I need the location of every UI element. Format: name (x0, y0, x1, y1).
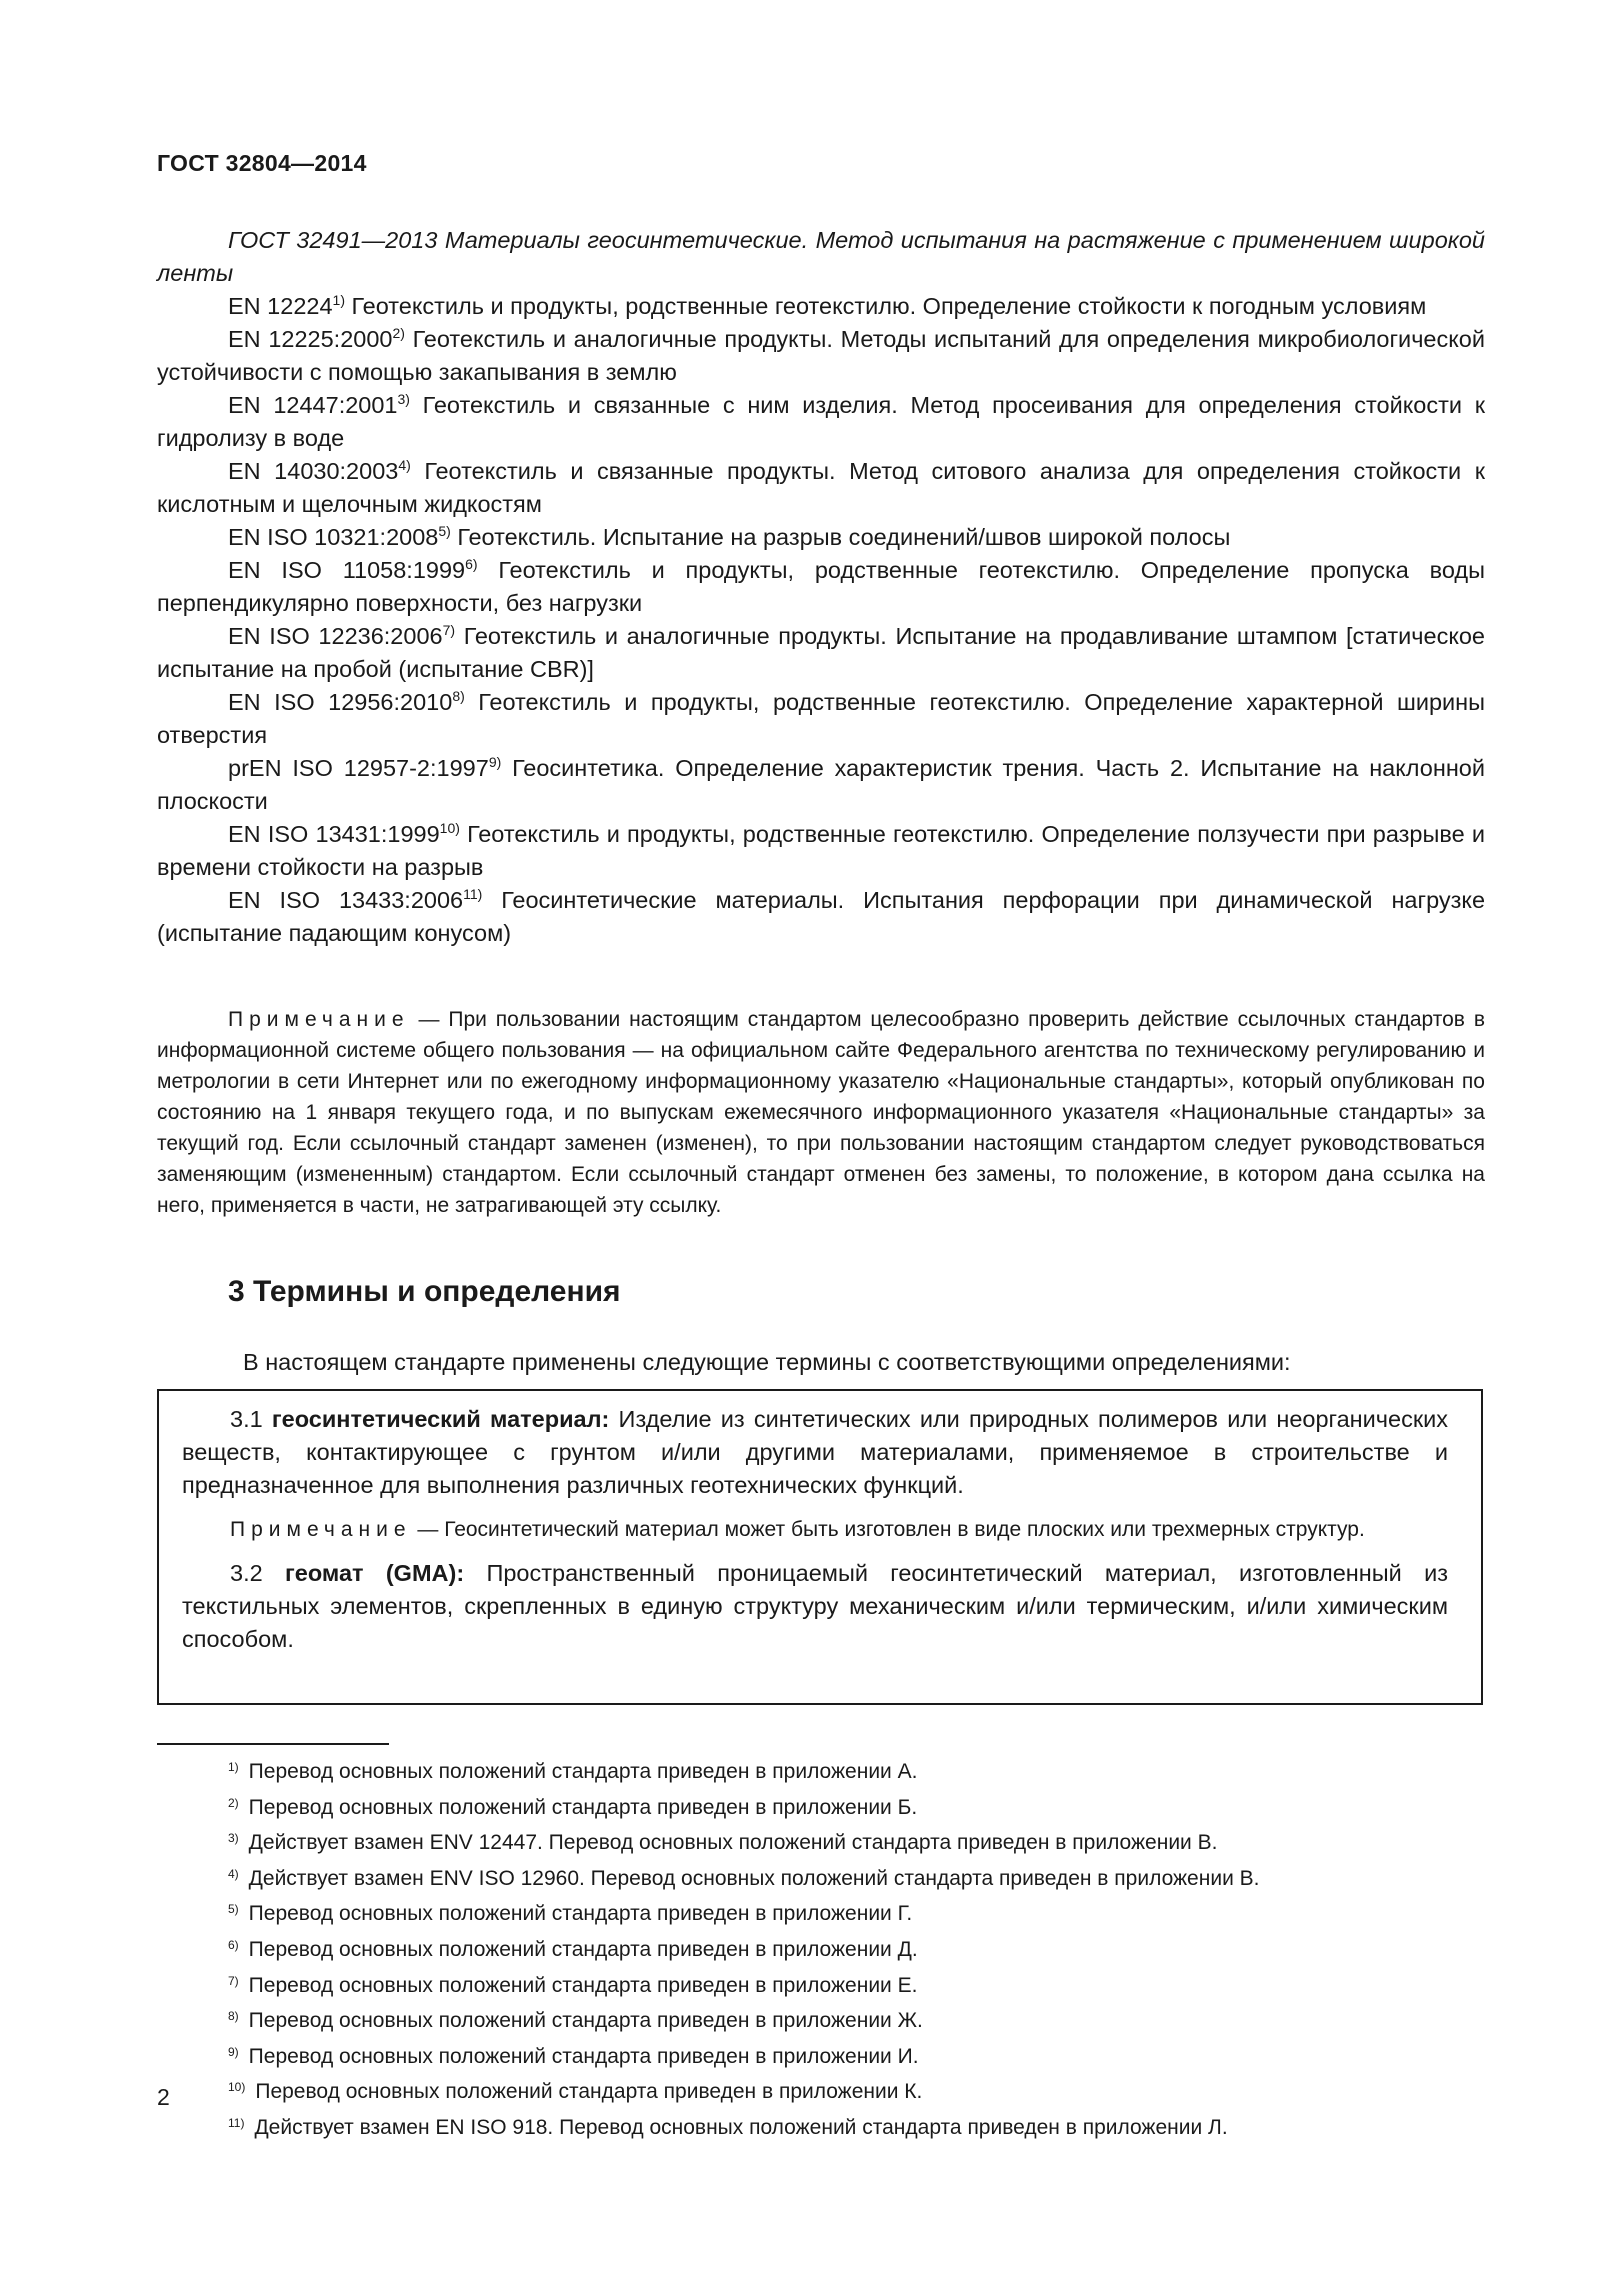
reference-title: Геотекстиль и продукты, родственные геотекстилю. Определение ползучести при разрыве и времени стойкости на разрыв (157, 821, 1485, 880)
reference-title: Геотекстиль и продукты, родственные геотекстилю. Определение характерной ширины отверстия (157, 689, 1486, 748)
footnote-marker: 11) (463, 886, 483, 902)
reference-code: ГОСТ 32491—2013 (228, 227, 438, 253)
term-number: 3.2 (230, 1560, 285, 1586)
normative-references-list (157, 224, 1485, 950)
footnote-number: 9) (228, 2044, 239, 2059)
footnote-number: 5) (228, 1902, 239, 1917)
note-dash: — (409, 1008, 449, 1031)
footnote (228, 2037, 1488, 2073)
footnote (228, 1966, 1488, 2002)
footnote-text: Действует взамен EN ISO 918. Перевод основных положений стандарта приведен в приложении Л. (254, 2115, 1228, 2139)
footnote-number: 7) (228, 1973, 239, 1988)
reference-item (157, 554, 1485, 620)
reference-item (157, 455, 1485, 521)
footnote-marker: 9) (488, 754, 502, 770)
footnote (228, 1859, 1488, 1895)
footnote-text: Перевод основных положений стандарта приведен в приложении Ж. (248, 2009, 923, 2033)
reference-code: EN 14030:2003 (228, 458, 399, 484)
reference-code: EN 12447:2001 (228, 392, 398, 418)
reference-code: EN ISO 12236:2006 (228, 623, 443, 649)
document-code-header: ГОСТ 32804—2014 (157, 150, 367, 176)
footnote-marker: 3) (397, 391, 410, 407)
reference-title: Геотекстиль. Испытание на разрыв соединений/швов широкой полосы (450, 524, 1231, 550)
term-note (182, 1514, 1448, 1545)
footnote (228, 2108, 1488, 2144)
footnote-number: 11) (228, 2115, 245, 2130)
term-definition (182, 1557, 1448, 1656)
footnote (228, 1823, 1488, 1859)
reference-code: EN ISO 11058:1999 (228, 557, 466, 583)
reference-title: Материалы геосинтетические. Метод испытания на растяжение с применением широкой ленты (157, 227, 1486, 286)
footnote-marker: 6) (465, 556, 478, 572)
footnote-number: 4) (228, 1866, 239, 1881)
footnote (228, 1930, 1488, 1966)
footnote-marker: 2) (392, 325, 405, 341)
footnote-text: Действует взамен ENV ISO 12960. Перевод основных положений стандарта приведен в приложении В. (248, 1866, 1260, 1890)
reference-title: Геотекстиль и аналогичные продукты. Испытание на продавливание штампом [статическое испытание на пробой (испытание CBR)] (157, 623, 1485, 682)
footnote-marker: 4) (398, 457, 411, 473)
reference-item (157, 686, 1485, 752)
note-text: Геосинтетический материал может быть изготовлен в виде плоских или трехмерных структур. (444, 1518, 1365, 1541)
reference-title: Геосинтетические материалы. Испытания перфорации при динамической нагрузке (испытание падающим конусом) (157, 887, 1486, 946)
term-name: геосинтетический материал: (271, 1406, 610, 1432)
reference-title: Геотекстиль и связанные продукты. Метод ситового анализа для определения стойкости к кислотным и щелочным жидкостям (157, 458, 1485, 517)
reference-code: EN 12224 (228, 293, 333, 319)
footnote (228, 1752, 1488, 1788)
footnote (228, 2001, 1488, 2037)
footnote-number: 8) (228, 2009, 239, 2024)
footnote-marker: 1) (332, 292, 345, 308)
term-definition (182, 1403, 1448, 1502)
reference-title: Геотекстиль и продукты, родственные геотекстилю. Определение стойкости к погодным условиям (344, 293, 1427, 319)
note-dash: — (411, 1518, 445, 1541)
reference-item (157, 521, 1485, 554)
footnote-marker: 10) (439, 820, 460, 836)
term-text: Изделие из синтетических или природных полимеров или неорганических веществ, контактирующее с грунтом и/или другими материалами, применяемое в строительстве и предназначенное для выполнения различных геотехнических функций. (182, 1406, 1448, 1498)
note-label: Примечание (230, 1518, 412, 1541)
reference-item (157, 224, 1485, 290)
footnote-number: 2) (228, 1795, 239, 1810)
footnote-text: Перевод основных положений стандарта приведен в приложении Д. (248, 1937, 918, 1961)
note-text: При пользовании настоящим стандартом целесообразно проверить действие ссылочных стандартов в информационной системе общего пользования — на официальном сайте Федерального агентства по техническому регулированию и метрологии в сети Интернет или по ежегодному информационному указателю «Национальные стандарты», который опубликован по состоянию на 1 января текущего года, и по выпускам ежемесячного информационного указателя «Национальные стандарты» за текущий год. Если ссылочный стандарт заменен (изменен), то при пользовании настоящим стандартом следует руководствоваться заменяющим (измененным) стандартом. Если ссылочный стандарт отменен без замены, то положение, в котором дана ссылка на него, применяется в части, не затрагивающей эту ссылку. (157, 1008, 1486, 1217)
note-label: Примечание (228, 1008, 410, 1031)
footnote-number: 10) (228, 2080, 246, 2095)
page-number: 2 (157, 2084, 170, 2110)
footnote-marker: 8) (452, 688, 465, 704)
reference-code: EN ISO 12956:2010 (228, 689, 453, 715)
term-number: 3.1 (230, 1406, 272, 1432)
reference-title: Геотекстиль и продукты, родственные геотекстилю. Определение пропуска воды перпендикулярно поверхности, без нагрузки (157, 557, 1485, 616)
reference-item (157, 818, 1485, 884)
terms-box (157, 1389, 1483, 1705)
reference-title: Геотекстиль и аналогичные продукты. Методы испытаний для определения микробиологической устойчивости с помощью закапывания в землю (157, 326, 1485, 385)
footnote-number: 1) (228, 1760, 239, 1774)
footnote-text: Действует взамен ENV 12447. Перевод основных положений стандарта приведен в приложении В. (248, 1831, 1218, 1855)
footnote-text: Перевод основных положений стандарта приведен в приложении Е. (248, 1973, 918, 1997)
reference-code: EN 12225:2000 (228, 326, 393, 352)
reference-item (157, 389, 1485, 455)
footnote-marker: 7) (442, 622, 456, 638)
footnote-text: Перевод основных положений стандарта приведен в приложении А. (248, 1760, 918, 1783)
term-text: Пространственный проницаемый геосинтетический материал, изготовленный из текстильных элементов, скрепленных в единую структуру механическим и/или термическим, и/или химическим способом. (182, 1560, 1448, 1652)
reference-item (157, 752, 1485, 818)
reference-item (157, 323, 1485, 389)
reference-code: EN ISO 10321:2008 (228, 524, 439, 550)
footnote (228, 1894, 1488, 1930)
reference-title: Геосинтетика. Определение характеристик трения. Часть 2. Испытание на наклонной плоскости (157, 755, 1485, 814)
section-intro: В настоящем стандарте применены следующие термины с соответствующими определениями: (243, 1349, 1291, 1375)
reference-code: EN ISO 13433:2006 (228, 887, 464, 913)
references-note (157, 1004, 1485, 1221)
footnote-number: 3) (228, 1831, 239, 1846)
reference-code: prEN ISO 12957-2:1997 (228, 755, 489, 781)
term-name: геомат (GMA): (284, 1560, 465, 1586)
footnote-number: 6) (228, 1937, 239, 1952)
footnote-text: Перевод основных положений стандарта приведен в приложении Б. (248, 1795, 918, 1819)
reference-code: EN ISO 13431:1999 (228, 821, 440, 847)
footnote-marker: 5) (438, 523, 451, 539)
footnote-separator (157, 1743, 389, 1745)
footnote-text: Перевод основных положений стандарта приведен в приложении К. (255, 2080, 923, 2104)
terms-content (182, 1403, 1448, 1656)
footnote-text: Перевод основных положений стандарта приведен в приложении И. (248, 2044, 919, 2068)
reference-item (157, 884, 1485, 950)
reference-title: Геотекстиль и связанные с ним изделия. Метод просеивания для определения стойкости к гидролизу в воде (157, 392, 1485, 451)
section-heading: 3 Термины и определения (228, 1275, 621, 1308)
footnote-text: Перевод основных положений стандарта приведен в приложении Г. (248, 1902, 913, 1926)
footnote (228, 1788, 1488, 1824)
reference-item (157, 620, 1485, 686)
footnote (228, 2072, 1488, 2108)
footnotes-list (228, 1752, 1488, 2144)
reference-item (157, 290, 1485, 323)
